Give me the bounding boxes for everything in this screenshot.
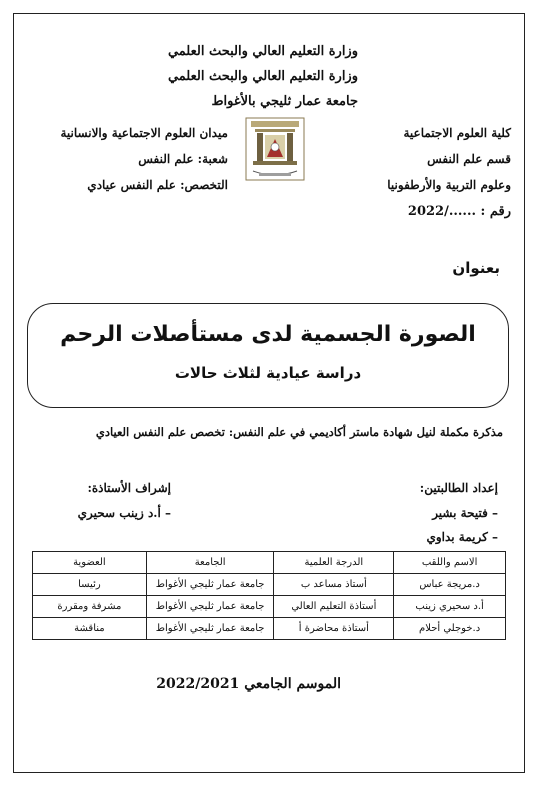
ministry-line-1: وزارة التعليم العالي والبحث العلمي: [167, 44, 358, 59]
department-name: قسم علم النفس: [427, 152, 511, 166]
branch-name: شعبة: علم النفس: [138, 152, 228, 166]
table-cell: رئيسا: [33, 574, 147, 596]
thesis-title: الصورة الجسمية لدى مستأصلات الرحم: [60, 322, 476, 347]
student-name: – كريمة بداوي: [426, 530, 498, 544]
table-row: [33, 618, 506, 640]
table-row: [33, 574, 506, 596]
table-cell: أ.د سحيري زينب: [394, 596, 506, 618]
jury-header-cell: الاسم واللقب: [394, 552, 506, 574]
jury-header-cell: الجامعة: [146, 552, 274, 574]
table-cell: مناقشة: [33, 618, 147, 640]
table-cell: أستاذ مساعد ب: [274, 574, 394, 596]
jury-table: [32, 551, 506, 640]
jury-header-row: [33, 552, 506, 574]
ministry-line-2: وزارة التعليم العالي والبحث العلمي: [167, 69, 358, 84]
university-name: جامعة عمار ثليجي بالأغواط: [211, 94, 358, 109]
table-cell: أستاذة محاضرة أ: [274, 618, 394, 640]
academic-year: الموسم الجامعي 2022/2021: [156, 676, 341, 692]
specialty-name: التخصص: علم النفس عيادي: [87, 178, 228, 192]
title-intro: بعنوان: [452, 259, 500, 277]
jury-header-cell: الدرجة العلمية: [274, 552, 394, 574]
field-name: ميدان العلوم الاجتماعية والانسانية: [60, 126, 228, 140]
table-row: [33, 596, 506, 618]
reference-number: رقم : ....../2022: [407, 204, 511, 219]
table-cell: أستاذة التعليم العالي: [274, 596, 394, 618]
thesis-title-box: [27, 303, 509, 408]
table-cell: جامعة عمار ثليجي الأغواط: [146, 618, 274, 640]
section-name: وعلوم التربية والأرطفونيا: [387, 178, 511, 192]
table-cell: د.مريجة عباس: [394, 574, 506, 596]
faculty-name: كلية العلوم الاجتماعية: [403, 126, 511, 140]
university-emblem-icon: [245, 117, 305, 181]
students-label: إعداد الطالبتين:: [419, 481, 498, 495]
table-cell: جامعة عمار ثليجي الأغواط: [146, 596, 274, 618]
jury-header-cell: العضوية: [33, 552, 147, 574]
supervisor-name: – أ.د زينب سحيري: [77, 506, 171, 520]
table-cell: د.خوجلي أحلام: [394, 618, 506, 640]
table-cell: جامعة عمار ثليجي الأغواط: [146, 574, 274, 596]
table-cell: مشرفة ومقررة: [33, 596, 147, 618]
supervisor-label: إشراف الأستاذة:: [87, 481, 171, 495]
thesis-subtitle: دراسة عيادية لثلاث حالات: [174, 364, 362, 382]
student-name: – فتيحة بشير: [432, 506, 498, 520]
degree-note: مذكرة مكملة لنيل شهادة ماستر أكاديمي في علم النفس: تخصص علم النفس العيادي: [95, 425, 503, 439]
